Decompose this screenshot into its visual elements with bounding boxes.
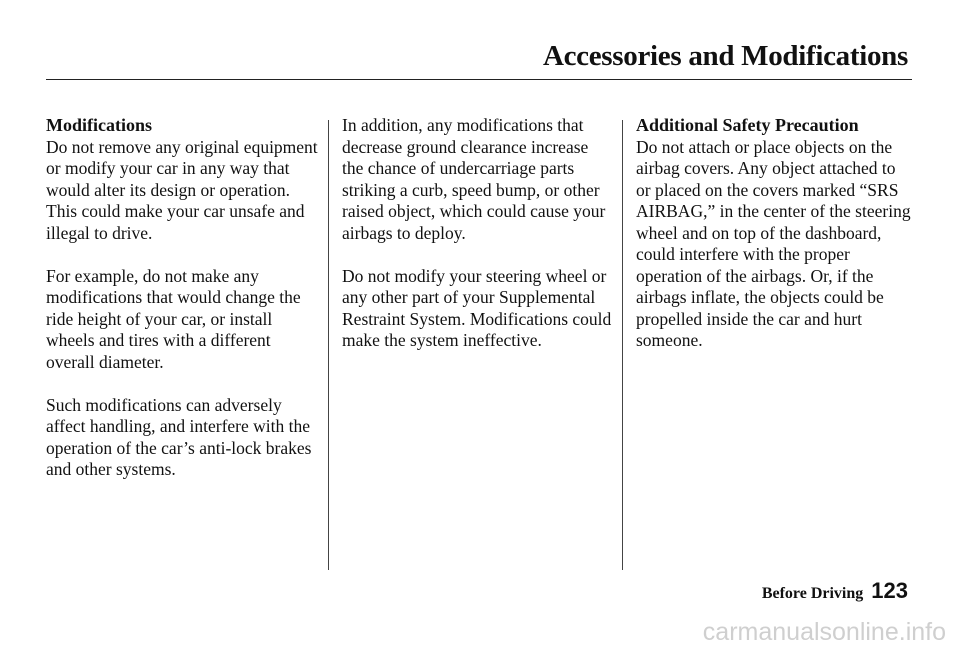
paragraph: Do not modify your steering wheel or any other part of your Supplemental Restraint System. Modifications could make the system ineffective. (342, 265, 612, 350)
paragraph: For example, do not make any modifications that would change the ride height of your car, or install wheels and tires with a different overall diameter. (46, 265, 301, 372)
column-additional-info (342, 115, 614, 373)
watermark: carmanualsonline.info (702, 618, 946, 646)
column-modifications (46, 115, 318, 502)
page-title: Accessories and Modifications (542, 40, 908, 72)
header-divider (46, 79, 912, 80)
page-footer (762, 578, 908, 604)
column-divider (622, 120, 623, 570)
section-heading-modifications: Modifications (46, 115, 152, 135)
paragraph: In addition, any modifications that decrease ground clearance increase the chance of undercarriage parts striking a curb, speed bump, or other raised object, which could cause your airbags to deploy. (342, 115, 606, 243)
paragraph: Such modifications can adversely affect handling, and interfere with the operation of the car’s anti-lock brakes and other systems. (46, 394, 312, 479)
page-number: 123 (871, 578, 908, 603)
section-heading-safety-precaution: Additional Safety Precaution (636, 115, 859, 135)
column-safety-precaution (636, 115, 912, 373)
paragraph: Do not remove any original equipment or modify your car in any way that would alter its design or operation. This could make your car unsafe and illegal to drive. (46, 136, 318, 243)
footer-section-label: Before Driving (761, 585, 864, 602)
paragraph: Do not attach or place objects on the airbag covers. Any object attached to or placed on the covers marked “SRS AIRBAG,” in the center of the steering wheel and on top of the dashboard, could interfere with the proper operation of the airbags. Or, if the airbags inflate, the objects could be propelled inside the car and hurt someone. (636, 136, 911, 350)
column-divider (328, 120, 329, 570)
